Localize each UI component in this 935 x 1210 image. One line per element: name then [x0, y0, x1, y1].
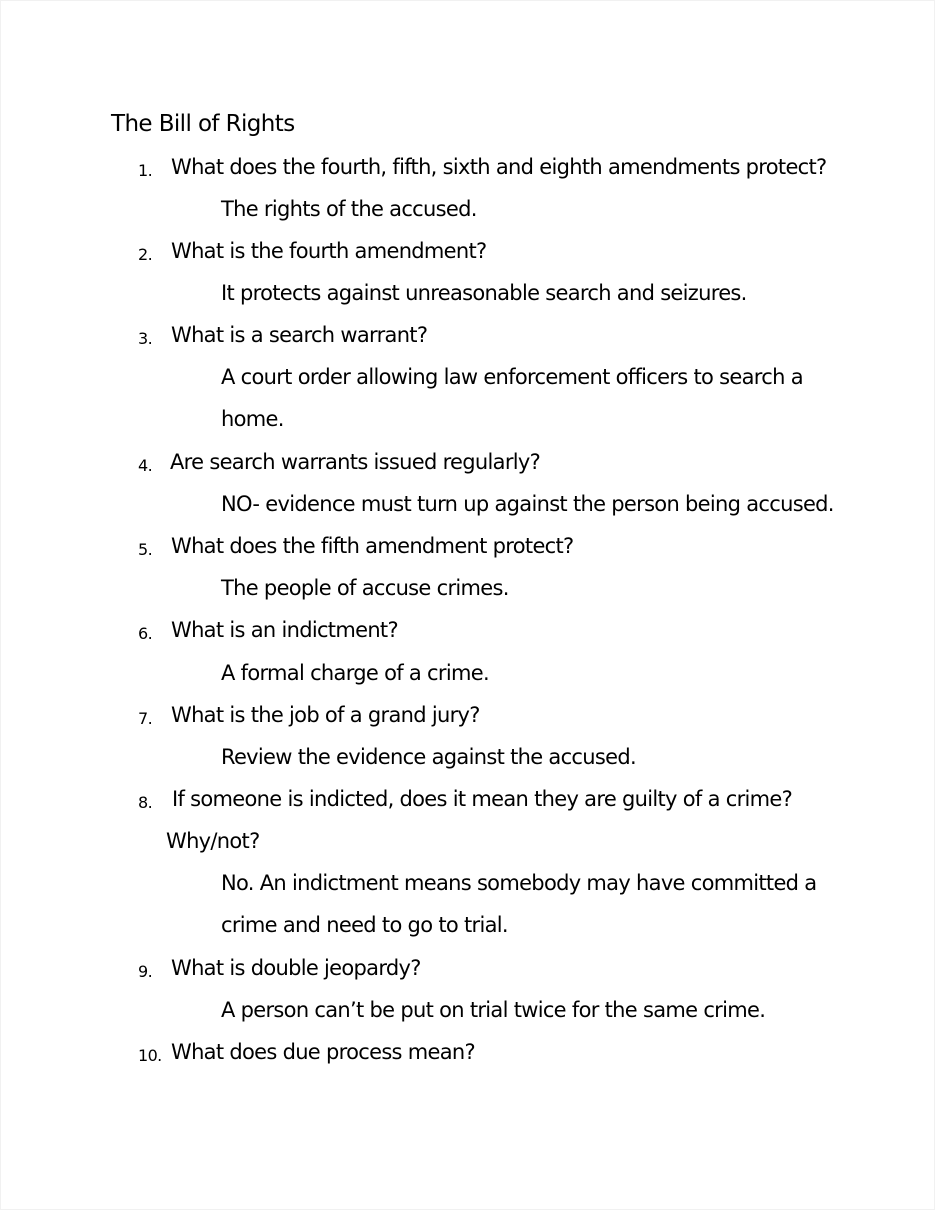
answer-text: home.	[221, 407, 284, 431]
item-number: 5.	[138, 540, 153, 559]
question-text: If someone is indicted, does it mean they are guilty of a crime?	[172, 787, 793, 811]
answer-text: A person can’t be put on trial twice for the same crime.	[221, 998, 766, 1022]
question-text: What is an indictment?	[171, 618, 398, 642]
item-number: 1.	[138, 161, 153, 180]
answer-text: crime and need to go to trial.	[221, 913, 508, 937]
question-text-continued: Why/not?	[166, 829, 260, 853]
question-text: Are search warrants issued regularly?	[170, 450, 541, 474]
question-text: What does due process mean?	[171, 1040, 475, 1064]
item-number: 9.	[138, 962, 153, 981]
question-text: What is a search warrant?	[171, 323, 428, 347]
answer-text: The rights of the accused.	[221, 197, 477, 221]
answer-text: A court order allowing law enforcement officers to search a	[221, 365, 803, 389]
item-number: 7.	[138, 709, 153, 728]
answer-text: Review the evidence against the accused.	[221, 745, 636, 769]
question-text: What is the job of a grand jury?	[171, 703, 480, 727]
item-number: 6.	[138, 624, 153, 643]
item-number: 8.	[138, 793, 153, 812]
answer-text: It protects against unreasonable search and seizures.	[221, 281, 747, 305]
answer-text: NO- evidence must turn up against the person being accused.	[221, 492, 834, 516]
item-number: 3.	[138, 329, 153, 348]
question-text: What is the fourth amendment?	[171, 239, 487, 263]
question-text: What does the fourth, fifth, sixth and eighth amendments protect?	[171, 155, 827, 179]
answer-text: No. An indictment means somebody may have committed a	[221, 871, 817, 895]
question-text: What does the fifth amendment protect?	[171, 534, 574, 558]
document-title: The Bill of Rights	[111, 111, 295, 137]
answer-text: The people of accuse crimes.	[221, 576, 509, 600]
question-text: What is double jeopardy?	[171, 956, 421, 980]
answer-text: A formal charge of a crime.	[221, 661, 489, 685]
item-number: 2.	[138, 245, 153, 264]
item-number: 10.	[138, 1046, 162, 1065]
item-number: 4.	[138, 456, 153, 475]
